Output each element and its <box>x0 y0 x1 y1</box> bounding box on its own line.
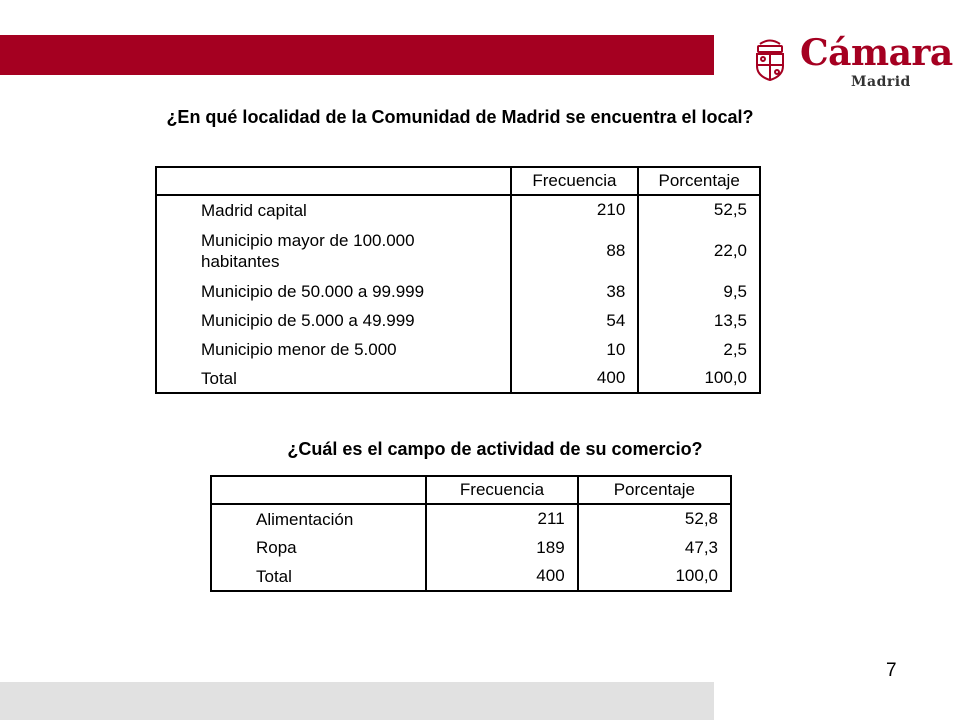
row-frequency: 189 <box>426 533 577 562</box>
table-row <box>156 335 760 364</box>
logo-subtitle: Madrid <box>851 74 911 90</box>
header-frecuencia: Frecuencia <box>511 167 639 195</box>
table-total-row <box>211 562 731 591</box>
row-label: Municipio de 50.000 a 99.999 <box>201 282 425 301</box>
row-frequency: 88 <box>511 224 639 277</box>
row-percentage: 2,5 <box>638 335 760 364</box>
locality-frequency-table <box>155 166 761 394</box>
row-label: Alimentación <box>256 509 354 529</box>
row-percentage: 52,5 <box>638 195 760 224</box>
table-row <box>211 533 731 562</box>
row-percentage: 9,5 <box>638 277 760 306</box>
logo-word: Cámara <box>800 32 953 74</box>
row-label: Madrid capital <box>201 200 307 220</box>
table-row <box>156 224 760 277</box>
table-row <box>156 277 760 306</box>
row-frequency: 38 <box>511 277 639 306</box>
header-porcentaje: Porcentaje <box>638 167 760 195</box>
row-frequency: 210 <box>511 195 639 224</box>
row-label: Municipio menor de 5.000 <box>201 340 397 359</box>
row-percentage: 47,3 <box>578 533 731 562</box>
header-frecuencia: Frecuencia <box>426 476 577 504</box>
camara-madrid-logo <box>750 32 953 94</box>
row-percentage: 22,0 <box>638 224 760 277</box>
page-number: 7 <box>886 660 897 681</box>
table-total-row <box>156 364 760 393</box>
row-label: Ropa <box>256 538 297 557</box>
seal-icon <box>750 36 790 82</box>
table-row <box>156 195 760 224</box>
header-porcentaje: Porcentaje <box>578 476 731 504</box>
row-percentage: 52,8 <box>578 504 731 533</box>
row-label: Total <box>201 368 237 388</box>
activity-frequency-table <box>210 475 732 592</box>
row-frequency: 211 <box>426 504 577 533</box>
row-label: Total <box>256 566 292 586</box>
row-frequency: 10 <box>511 335 639 364</box>
row-percentage: 13,5 <box>638 306 760 335</box>
table-header-row <box>156 167 760 195</box>
row-label: Municipio mayor de 100.000 habitantes <box>201 230 415 271</box>
row-frequency: 400 <box>426 562 577 591</box>
row-percentage: 100,0 <box>638 364 760 393</box>
footer-bar <box>0 682 714 720</box>
table-header-row <box>211 476 731 504</box>
header-empty-cell <box>211 476 426 504</box>
table-row <box>211 504 731 533</box>
header-empty-cell <box>156 167 511 195</box>
row-label: Municipio de 5.000 a 49.999 <box>201 311 415 330</box>
row-percentage: 100,0 <box>578 562 731 591</box>
header-bar <box>0 35 714 75</box>
table-row <box>156 306 760 335</box>
table1-title: ¿En qué localidad de la Comunidad de Madrid se encuentra el local? <box>166 107 754 127</box>
row-frequency: 54 <box>511 306 639 335</box>
row-frequency: 400 <box>511 364 639 393</box>
table2-title: ¿Cuál es el campo de actividad de su comercio? <box>287 439 703 459</box>
